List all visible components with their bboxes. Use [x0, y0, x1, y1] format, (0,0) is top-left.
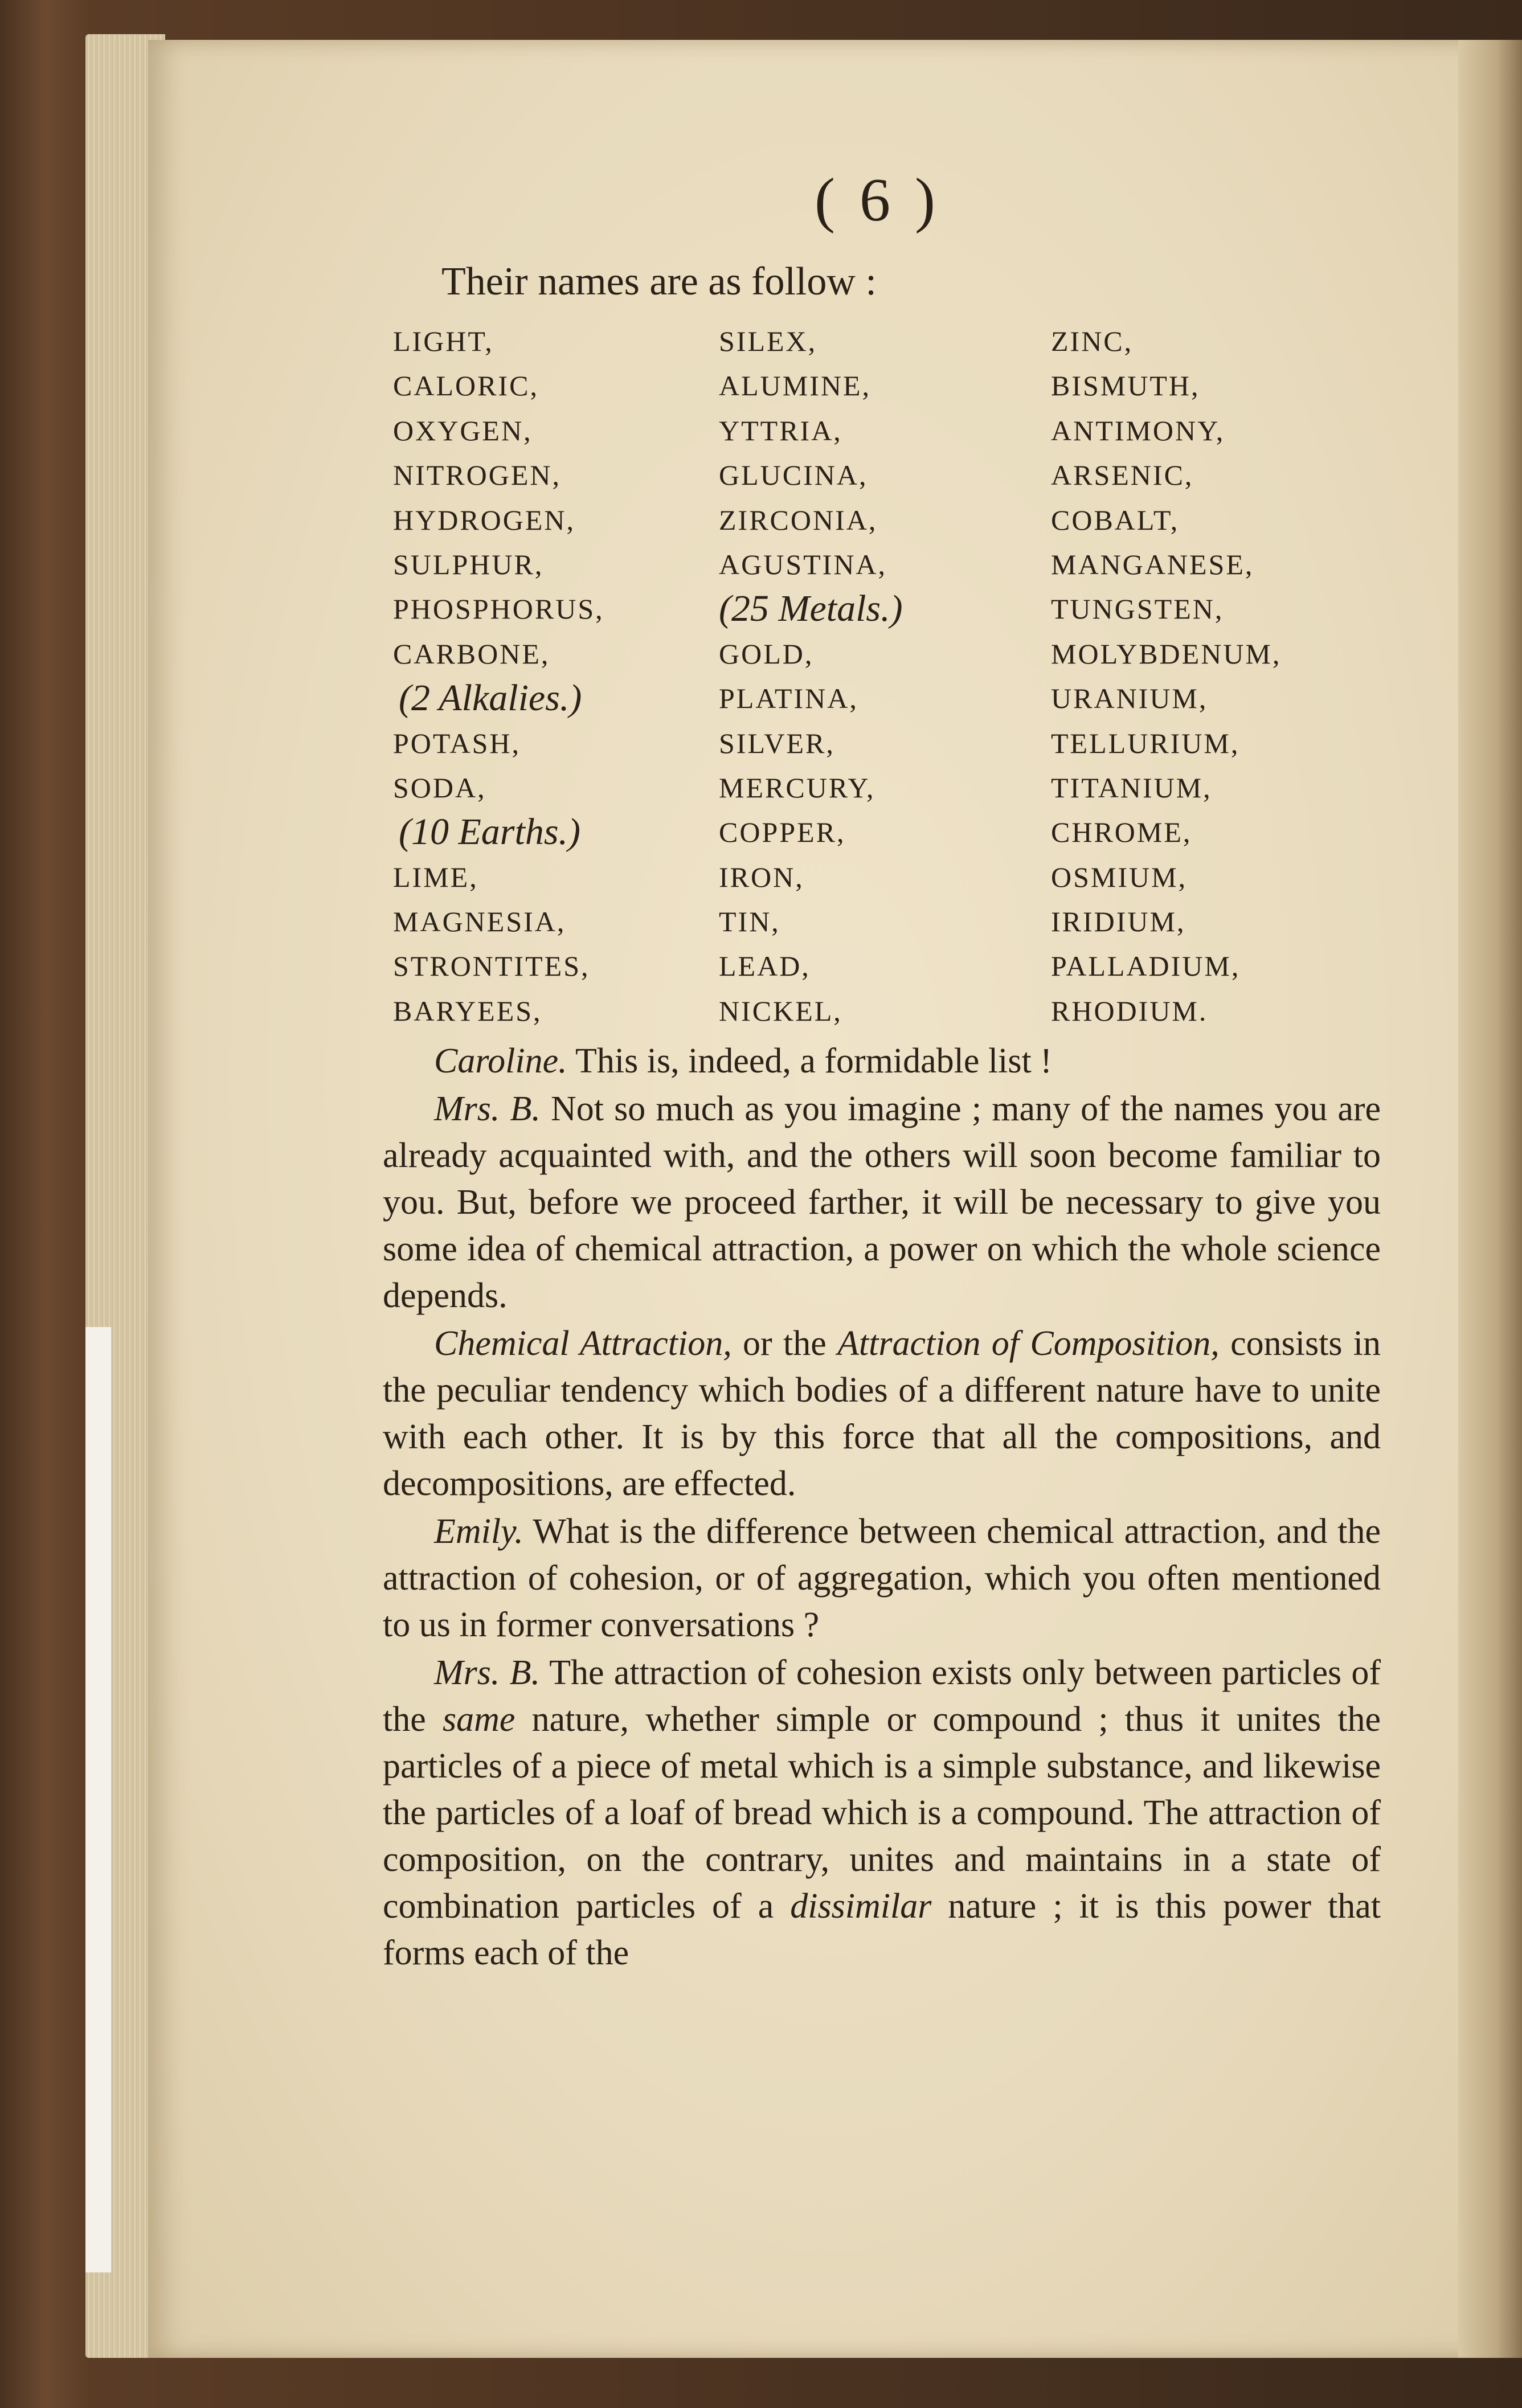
dialogue-text: nature ; it is this power that forms each of the: [383, 1887, 1381, 1972]
element-name: ZIRCONIA,: [719, 503, 878, 536]
element-name: ZINC,: [1051, 325, 1134, 357]
paper-slip: [85, 1327, 111, 2272]
element-name: TELLURIUM,: [1051, 727, 1240, 759]
dialogue-text: The attraction of cohesion exists only between particles of the: [383, 1653, 1381, 1739]
speaker-name: Caroline.: [434, 1042, 567, 1080]
element-name: GOLD,: [719, 637, 814, 670]
element-column-1: [393, 319, 758, 1033]
paragraph: [383, 1320, 1381, 1507]
body-text: [383, 1038, 1381, 1976]
page-gutter: [1458, 40, 1522, 2358]
element-name: NITROGEN,: [393, 459, 562, 492]
element-name: IRON,: [719, 861, 804, 893]
intro-line: Their names are as follow :: [441, 260, 877, 304]
italic-term: dissimilar: [790, 1887, 932, 1926]
element-name: TUNGSTEN,: [1051, 593, 1224, 625]
speaker-name: Emily.: [434, 1512, 523, 1551]
italic-term: same: [442, 1700, 515, 1739]
element-name: CHROME,: [1051, 816, 1192, 849]
group-heading: (10 Earths.): [399, 811, 580, 853]
element-name: LIME,: [393, 861, 478, 893]
element-name: OXYGEN,: [393, 414, 533, 447]
dialogue-text: What is the difference between chemical attraction, and the attraction of cohesion, or of aggregation, which you often mentioned to us in former conversations ?: [383, 1512, 1381, 1644]
element-name: ANTIMONY,: [1051, 414, 1225, 447]
italic-term: Chemical Attraction,: [434, 1324, 732, 1363]
element-name: STRONTITES,: [393, 950, 590, 982]
element-name: IRIDIUM,: [1051, 906, 1186, 938]
element-name: GLUCINA,: [719, 459, 868, 492]
element-name: SULPHUR,: [393, 548, 544, 580]
element-name: SODA,: [393, 771, 486, 804]
element-name: AGUSTINA,: [719, 548, 887, 580]
element-name: POTASH,: [393, 727, 521, 759]
dialogue-text: nature, whether simple or compound ; thus it unites the particles of a piece of metal which is a simple substance, and likewise the particles of a loaf of bread which is a compound. The attraction of composition, on the contrary, unites and maintains in a state of combination particles of a: [383, 1700, 1381, 1926]
element-name: URANIUM,: [1051, 682, 1208, 715]
element-column-3: [1051, 319, 1415, 1033]
paragraph: [383, 1086, 1381, 1319]
speaker-name: Mrs. B.: [434, 1653, 540, 1692]
element-name: SILEX,: [719, 325, 817, 357]
element-name: ALUMINE,: [719, 370, 872, 402]
element-name: PLATINA,: [719, 682, 858, 715]
element-name: YTTRIA,: [719, 414, 842, 447]
element-name: MANGANESE,: [1051, 548, 1254, 580]
element-name: MERCURY,: [719, 771, 875, 804]
element-name: PHOSPHORUS,: [393, 593, 604, 625]
element-name: PALLADIUM,: [1051, 950, 1241, 982]
dialogue-text: Not so much as you imagine ; many of the names you are already acquainted with, and the others will soon become familiar to you. But, before we proceed farther, it will be necessary to give you some idea of chemical attraction, a power on which the whole science depends.: [383, 1090, 1381, 1315]
element-name: LEAD,: [719, 950, 811, 982]
dialogue-text: consists in the peculiar tendency which bodies of a different nature have to unite with each other. It is by this force that all the compositions, and decompositions, are effected.: [383, 1324, 1381, 1503]
element-name: TITANIUM,: [1051, 771, 1212, 804]
group-heading: (2 Alkalies.): [399, 677, 582, 719]
element-name: LIGHT,: [393, 325, 494, 357]
element-name: CARBONE,: [393, 637, 550, 670]
italic-term: Attraction of Composition,: [837, 1324, 1220, 1363]
element-name: HYDROGEN,: [393, 503, 576, 536]
element-name: BARYEES,: [393, 994, 542, 1027]
element-column-2: [719, 319, 1083, 1033]
element-name: CALORIC,: [393, 370, 539, 402]
element-name: COBALT,: [1051, 503, 1180, 536]
element-name: SILVER,: [719, 727, 835, 759]
element-name: COPPER,: [719, 816, 846, 849]
dialogue-text: This is, indeed, a formidable list !: [575, 1042, 1052, 1080]
element-name: BISMUTH,: [1051, 370, 1200, 402]
paragraph: [383, 1649, 1381, 1976]
page-number: ( 6 ): [815, 166, 940, 234]
element-name: ARSENIC,: [1051, 459, 1194, 492]
element-name: NICKEL,: [719, 994, 842, 1027]
speaker-name: Mrs. B.: [434, 1090, 541, 1128]
element-name: TIN,: [719, 906, 780, 938]
element-name: OSMIUM,: [1051, 861, 1188, 893]
paragraph: [383, 1508, 1381, 1648]
element-name: MAGNESIA,: [393, 906, 566, 938]
dialogue-text: or the: [743, 1324, 827, 1363]
element-name: MOLYBDENUM,: [1051, 637, 1282, 670]
element-name: RHODIUM.: [1051, 994, 1208, 1027]
paragraph: [383, 1038, 1381, 1084]
group-heading: (25 Metals.): [719, 588, 903, 630]
